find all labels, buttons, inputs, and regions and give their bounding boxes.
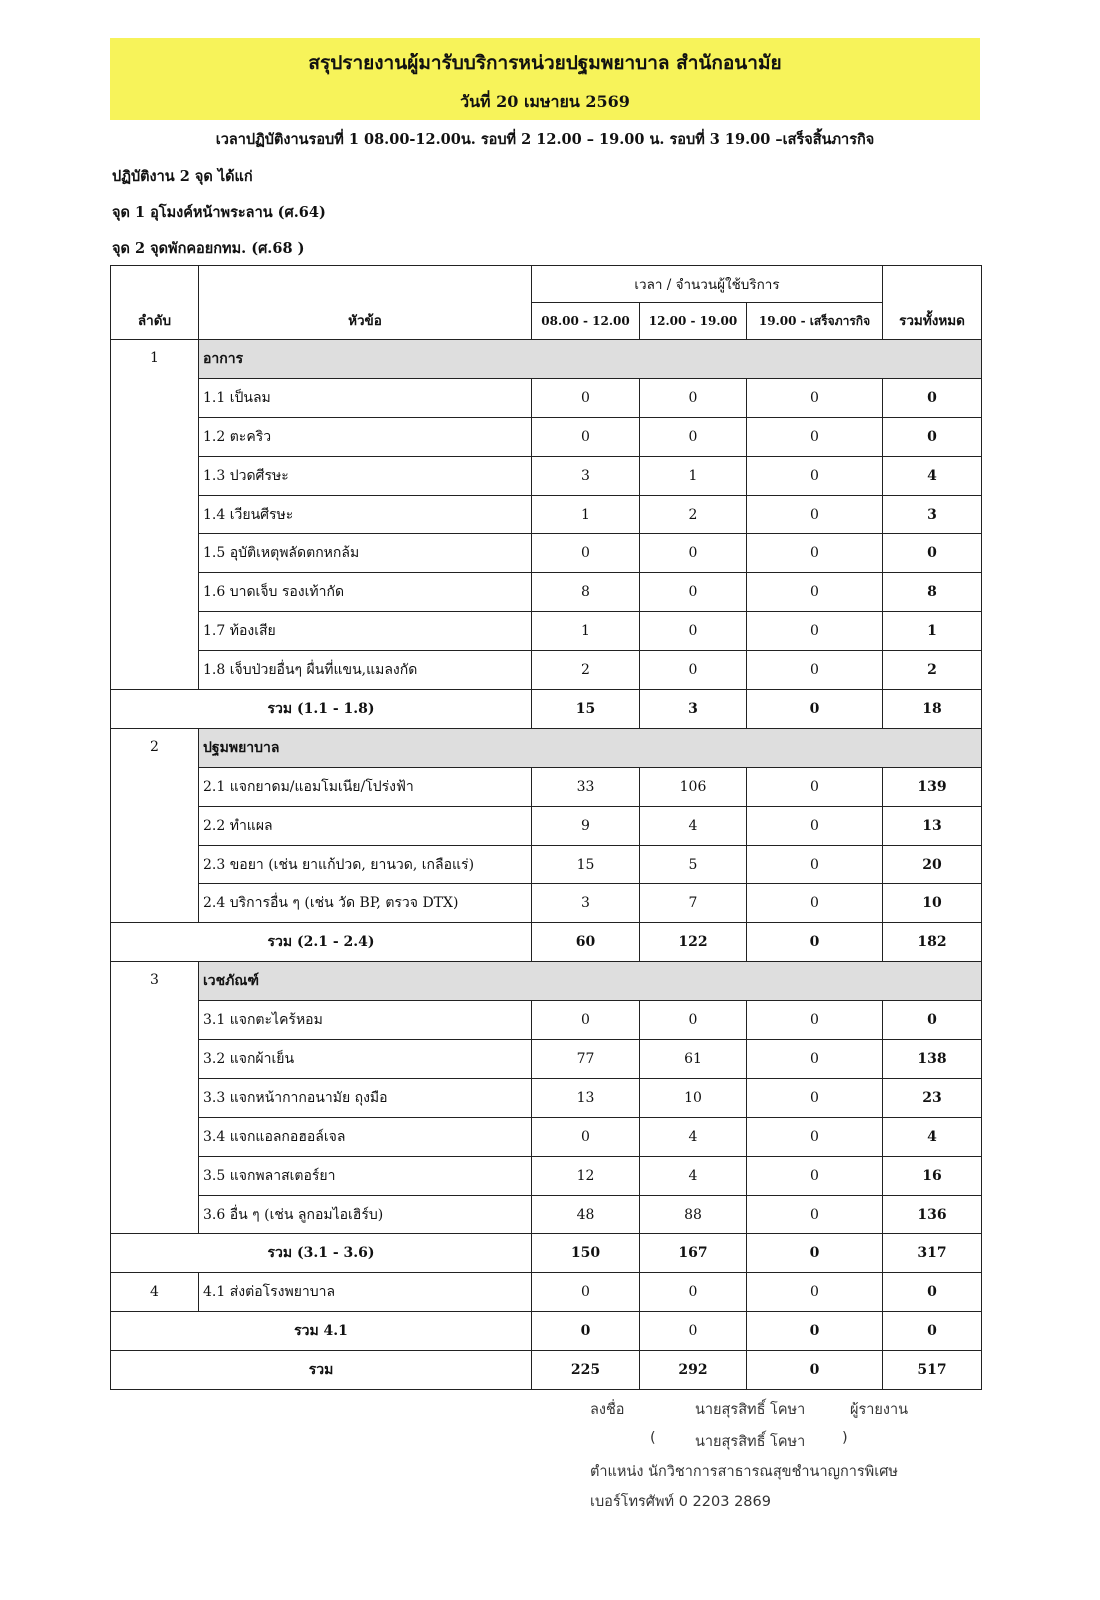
cell-t3: 0 <box>747 884 883 923</box>
report-title-banner <box>110 38 980 120</box>
cell-total: 4 <box>883 456 982 495</box>
cell-t1: 48 <box>532 1195 640 1234</box>
table-row <box>111 1195 982 1234</box>
cell-t2: 0 <box>640 1001 747 1040</box>
section-order: 4 <box>111 1273 199 1312</box>
item-label: 3.6 อื่น ๆ (เช่น ลูกอมไอเฮิร์บ) <box>199 1195 532 1234</box>
grand-total-label: รวม <box>111 1351 532 1390</box>
table-row <box>111 1078 982 1117</box>
item-label: 3.1 แจกตะไคร้หอม <box>199 1001 532 1040</box>
item-label: 4.1 ส่งต่อโรงพยาบาล <box>199 1273 532 1312</box>
cell-t1: 0 <box>532 417 640 456</box>
cell-t1: 8 <box>532 573 640 612</box>
item-label: 3.3 แจกหน้ากากอนามัย ถุงมือ <box>199 1078 532 1117</box>
cell-t2: 10 <box>640 1078 747 1117</box>
category-row <box>111 962 982 1001</box>
point-2: จุด 2 จุดพักคอยกทม. (ศ.68 ) <box>112 240 305 257</box>
cell-t1: 3 <box>532 456 640 495</box>
cell-t2: 167 <box>640 1234 747 1273</box>
cell-t1: 9 <box>532 806 640 845</box>
cell-t3: 0 <box>747 806 883 845</box>
cell-t2: 292 <box>640 1351 747 1390</box>
category-row <box>111 728 982 767</box>
cell-t3: 0 <box>747 690 883 729</box>
table-row <box>111 1156 982 1195</box>
subtotal-row <box>111 1312 982 1351</box>
cell-total: 0 <box>883 378 982 417</box>
item-label: 1.6 บาดเจ็บ รองเท้ากัด <box>199 573 532 612</box>
cell-t2: 2 <box>640 495 747 534</box>
cell-total: 13 <box>883 806 982 845</box>
cell-t2: 0 <box>640 651 747 690</box>
table-row <box>111 534 982 573</box>
col-time-group-header: เวลา / จำนวนผู้ใช้บริการ <box>532 266 883 303</box>
cell-t2: 0 <box>640 534 747 573</box>
cell-t2: 4 <box>640 806 747 845</box>
table-row <box>111 456 982 495</box>
item-label: 3.4 แจกแอลกอฮอล์เจล <box>199 1117 532 1156</box>
report-date: วันที่ 20 เมษายน 2569 <box>460 92 630 111</box>
cell-total: 0 <box>883 534 982 573</box>
cell-t1: 0 <box>532 534 640 573</box>
cell-t2: 5 <box>640 845 747 884</box>
section-order: 2 <box>111 728 199 922</box>
signer-name: นายสุรสิทธิ์ โคษา <box>695 1402 806 1418</box>
points-intro: ปฏิบัติงาน 2 จุด ได้แก่ <box>112 168 253 185</box>
col-t3-header: 19.00 - เสร็จภารกิจ <box>747 303 883 340</box>
item-label: 2.2 ทำแผล <box>199 806 532 845</box>
table-row <box>111 845 982 884</box>
cell-total: 0 <box>883 1273 982 1312</box>
paren-open: ( <box>650 1430 656 1446</box>
cell-total: 16 <box>883 1156 982 1195</box>
item-label: 1.1 เป็นลม <box>199 378 532 417</box>
cell-t1: 0 <box>532 1117 640 1156</box>
item-label: 2.3 ขอยา (เช่น ยาแก้ปวด, ยานวด, เกลือแร่) <box>199 845 532 884</box>
cell-total: 20 <box>883 845 982 884</box>
cell-total: 23 <box>883 1078 982 1117</box>
cell-t3: 0 <box>747 1195 883 1234</box>
table-row <box>111 378 982 417</box>
cell-t2: 61 <box>640 1040 747 1079</box>
signer-name-parenthesized: นายสุรสิทธิ์ โคษา <box>695 1434 806 1450</box>
cell-t1: 3 <box>532 884 640 923</box>
col-topic-header: หัวข้อ <box>199 266 532 340</box>
category-row <box>111 340 982 379</box>
cell-t2: 0 <box>640 417 747 456</box>
cell-t3: 0 <box>747 456 883 495</box>
cell-t3: 0 <box>747 1156 883 1195</box>
cell-t1: 77 <box>532 1040 640 1079</box>
table-header-row <box>111 266 982 303</box>
sign-label: ลงชื่อ <box>590 1402 625 1418</box>
cell-t3: 0 <box>747 651 883 690</box>
table-row <box>111 573 982 612</box>
cell-t1: 60 <box>532 923 640 962</box>
signer-phone: เบอร์โทรศัพท์ 0 2203 2869 <box>590 1494 771 1510</box>
item-label: 2.1 แจกยาดม/แอมโมเนีย/โปร่งฟ้า <box>199 767 532 806</box>
cell-total: 139 <box>883 767 982 806</box>
grand-total-row <box>111 1351 982 1390</box>
signer-role: ผู้รายงาน <box>850 1402 909 1418</box>
cell-t3: 0 <box>747 1234 883 1273</box>
cell-t2: 4 <box>640 1156 747 1195</box>
table-row <box>111 767 982 806</box>
cell-t3: 0 <box>747 1078 883 1117</box>
cell-total: 10 <box>883 884 982 923</box>
cell-total: 138 <box>883 1040 982 1079</box>
item-label: 1.4 เวียนศีรษะ <box>199 495 532 534</box>
item-label: 2.4 บริการอื่น ๆ (เช่น วัด BP, ตรวจ DTX) <box>199 884 532 923</box>
cell-t3: 0 <box>747 1040 883 1079</box>
cell-t3: 0 <box>747 1312 883 1351</box>
table-row <box>111 884 982 923</box>
item-label: 1.2 ตะคริว <box>199 417 532 456</box>
cell-t3: 0 <box>747 1117 883 1156</box>
cell-total: 0 <box>883 1312 982 1351</box>
cell-t3: 0 <box>747 1273 883 1312</box>
section-order: 1 <box>111 340 199 690</box>
cell-t1: 1 <box>532 495 640 534</box>
table-row <box>111 495 982 534</box>
table-row <box>111 612 982 651</box>
cell-total: 18 <box>883 690 982 729</box>
cell-total: 0 <box>883 417 982 456</box>
cell-t1: 0 <box>532 1273 640 1312</box>
category-label: อาการ <box>199 340 982 379</box>
cell-total: 317 <box>883 1234 982 1273</box>
subtotal-label: รวม 4.1 <box>111 1312 532 1351</box>
cell-t1: 0 <box>532 1001 640 1040</box>
cell-t2: 0 <box>640 378 747 417</box>
cell-total: 2 <box>883 651 982 690</box>
cell-t1: 12 <box>532 1156 640 1195</box>
cell-t3: 0 <box>747 495 883 534</box>
cell-total: 8 <box>883 573 982 612</box>
table-row <box>111 1001 982 1040</box>
cell-t1: 1 <box>532 612 640 651</box>
item-label: 1.7 ท้องเสีย <box>199 612 532 651</box>
table-row <box>111 1117 982 1156</box>
point-1: จุด 1 อุโมงค์หน้าพระลาน (ศ.64) <box>112 204 326 221</box>
cell-t3: 0 <box>747 612 883 651</box>
item-label: 3.5 แจกพลาสเตอร์ยา <box>199 1156 532 1195</box>
cell-t1: 0 <box>532 378 640 417</box>
cell-t1: 13 <box>532 1078 640 1117</box>
col-order-header: ลำดับ <box>111 266 199 340</box>
cell-t2: 0 <box>640 612 747 651</box>
col-t2-header: 12.00 - 19.00 <box>640 303 747 340</box>
table-row <box>111 417 982 456</box>
cell-t1: 225 <box>532 1351 640 1390</box>
table-row <box>111 806 982 845</box>
subtotal-row <box>111 690 982 729</box>
cell-t3: 0 <box>747 1001 883 1040</box>
table-row <box>111 651 982 690</box>
col-total-header: รวมทั้งหมด <box>883 266 982 340</box>
cell-t2: 0 <box>640 1312 747 1351</box>
category-label: ปฐมพยาบาล <box>199 728 982 767</box>
item-label: 1.8 เจ็บป่วยอื่นๆ ผื่นที่แขน,แมลงกัด <box>199 651 532 690</box>
subtotal-label: รวม (3.1 - 3.6) <box>111 1234 532 1273</box>
cell-total: 1 <box>883 612 982 651</box>
cell-total: 136 <box>883 1195 982 1234</box>
cell-t2: 0 <box>640 1273 747 1312</box>
cell-t1: 15 <box>532 845 640 884</box>
subtotal-row <box>111 1234 982 1273</box>
item-label: 1.5 อุบัติเหตุพลัดตกหกล้ม <box>199 534 532 573</box>
cell-t3: 0 <box>747 417 883 456</box>
cell-t1: 33 <box>532 767 640 806</box>
report-table <box>110 265 982 1390</box>
paren-close: ) <box>842 1430 848 1446</box>
cell-total: 3 <box>883 495 982 534</box>
cell-t2: 7 <box>640 884 747 923</box>
cell-t2: 0 <box>640 573 747 612</box>
cell-t1: 0 <box>532 1312 640 1351</box>
section-order: 3 <box>111 962 199 1234</box>
cell-t2: 1 <box>640 456 747 495</box>
cell-total: 4 <box>883 1117 982 1156</box>
table-row <box>111 1273 982 1312</box>
table-row <box>111 1040 982 1079</box>
subtotal-label: รวม (2.1 - 2.4) <box>111 923 532 962</box>
cell-t2: 122 <box>640 923 747 962</box>
subtotal-row <box>111 923 982 962</box>
cell-t1: 15 <box>532 690 640 729</box>
cell-t1: 150 <box>532 1234 640 1273</box>
cell-total: 517 <box>883 1351 982 1390</box>
item-label: 3.2 แจกผ้าเย็น <box>199 1040 532 1079</box>
cell-total: 182 <box>883 923 982 962</box>
cell-t2: 4 <box>640 1117 747 1156</box>
signer-position: ตำแหน่ง นักวิชาการสาธารณสุขชำนาญการพิเศษ <box>590 1464 898 1480</box>
cell-total: 0 <box>883 1001 982 1040</box>
cell-t3: 0 <box>747 573 883 612</box>
cell-t3: 0 <box>747 767 883 806</box>
work-schedule: เวลาปฏิบัติงานรอบที่ 1 08.00-12.00น. รอบที่ 2 12.00 – 19.00 น. รอบที่ 3 19.00 –เสร็จสิ้นภารกิจ <box>215 131 875 148</box>
cell-t3: 0 <box>747 378 883 417</box>
item-label: 1.3 ปวดศีรษะ <box>199 456 532 495</box>
subtotal-label: รวม (1.1 - 1.8) <box>111 690 532 729</box>
cell-t2: 88 <box>640 1195 747 1234</box>
col-t1-header: 08.00 - 12.00 <box>532 303 640 340</box>
cell-t1: 2 <box>532 651 640 690</box>
cell-t3: 0 <box>747 1351 883 1390</box>
report-title: สรุปรายงานผู้มารับบริการหน่วยปฐมพยาบาล สำนักอนามัย <box>308 52 782 74</box>
category-label: เวชภัณฑ์ <box>199 962 982 1001</box>
cell-t2: 106 <box>640 767 747 806</box>
cell-t3: 0 <box>747 923 883 962</box>
cell-t2: 3 <box>640 690 747 729</box>
cell-t3: 0 <box>747 845 883 884</box>
cell-t3: 0 <box>747 534 883 573</box>
